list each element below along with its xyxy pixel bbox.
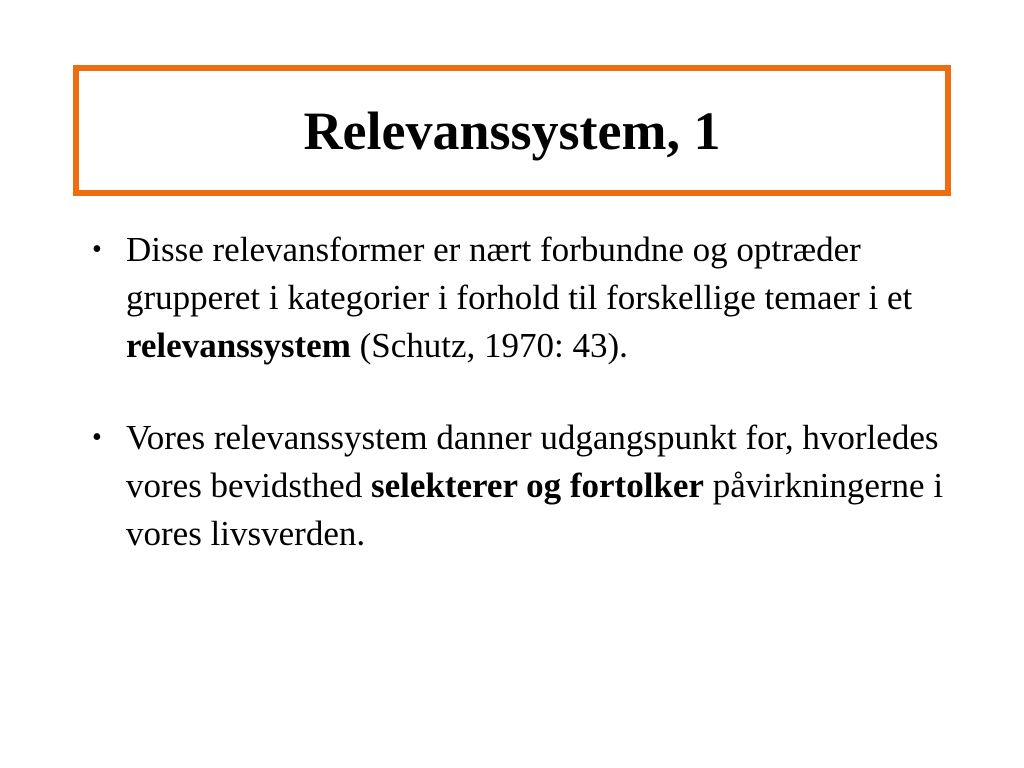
bullet-2-tail: påvirkningerne i vores livsverden.: [126, 466, 944, 553]
bullet-list: [86, 226, 946, 558]
bullet-1-emphasis: relevanssystem: [126, 326, 351, 365]
bullet-item-1: [86, 226, 946, 370]
bullet-1-text: Disse relevansformer er nært forbundne og optræder grupperet i kategorier i forhold til forskellige temaer i et: [126, 230, 913, 317]
bullet-icon: •: [92, 422, 102, 453]
title-frame: [73, 65, 951, 196]
bullet-2-text: Vores relevanssystem danner udgangspunkt for, hvorledes vores bevidsthed: [126, 418, 939, 505]
bullet-2-emphasis: selekterer og fortolker: [370, 466, 704, 505]
slide-title: Relevanssystem, 1: [303, 100, 721, 161]
bullet-1-citation: (Schutz, 1970: 43).: [350, 326, 628, 365]
bullet-icon: •: [92, 234, 102, 265]
bullet-item-2: [86, 414, 946, 558]
